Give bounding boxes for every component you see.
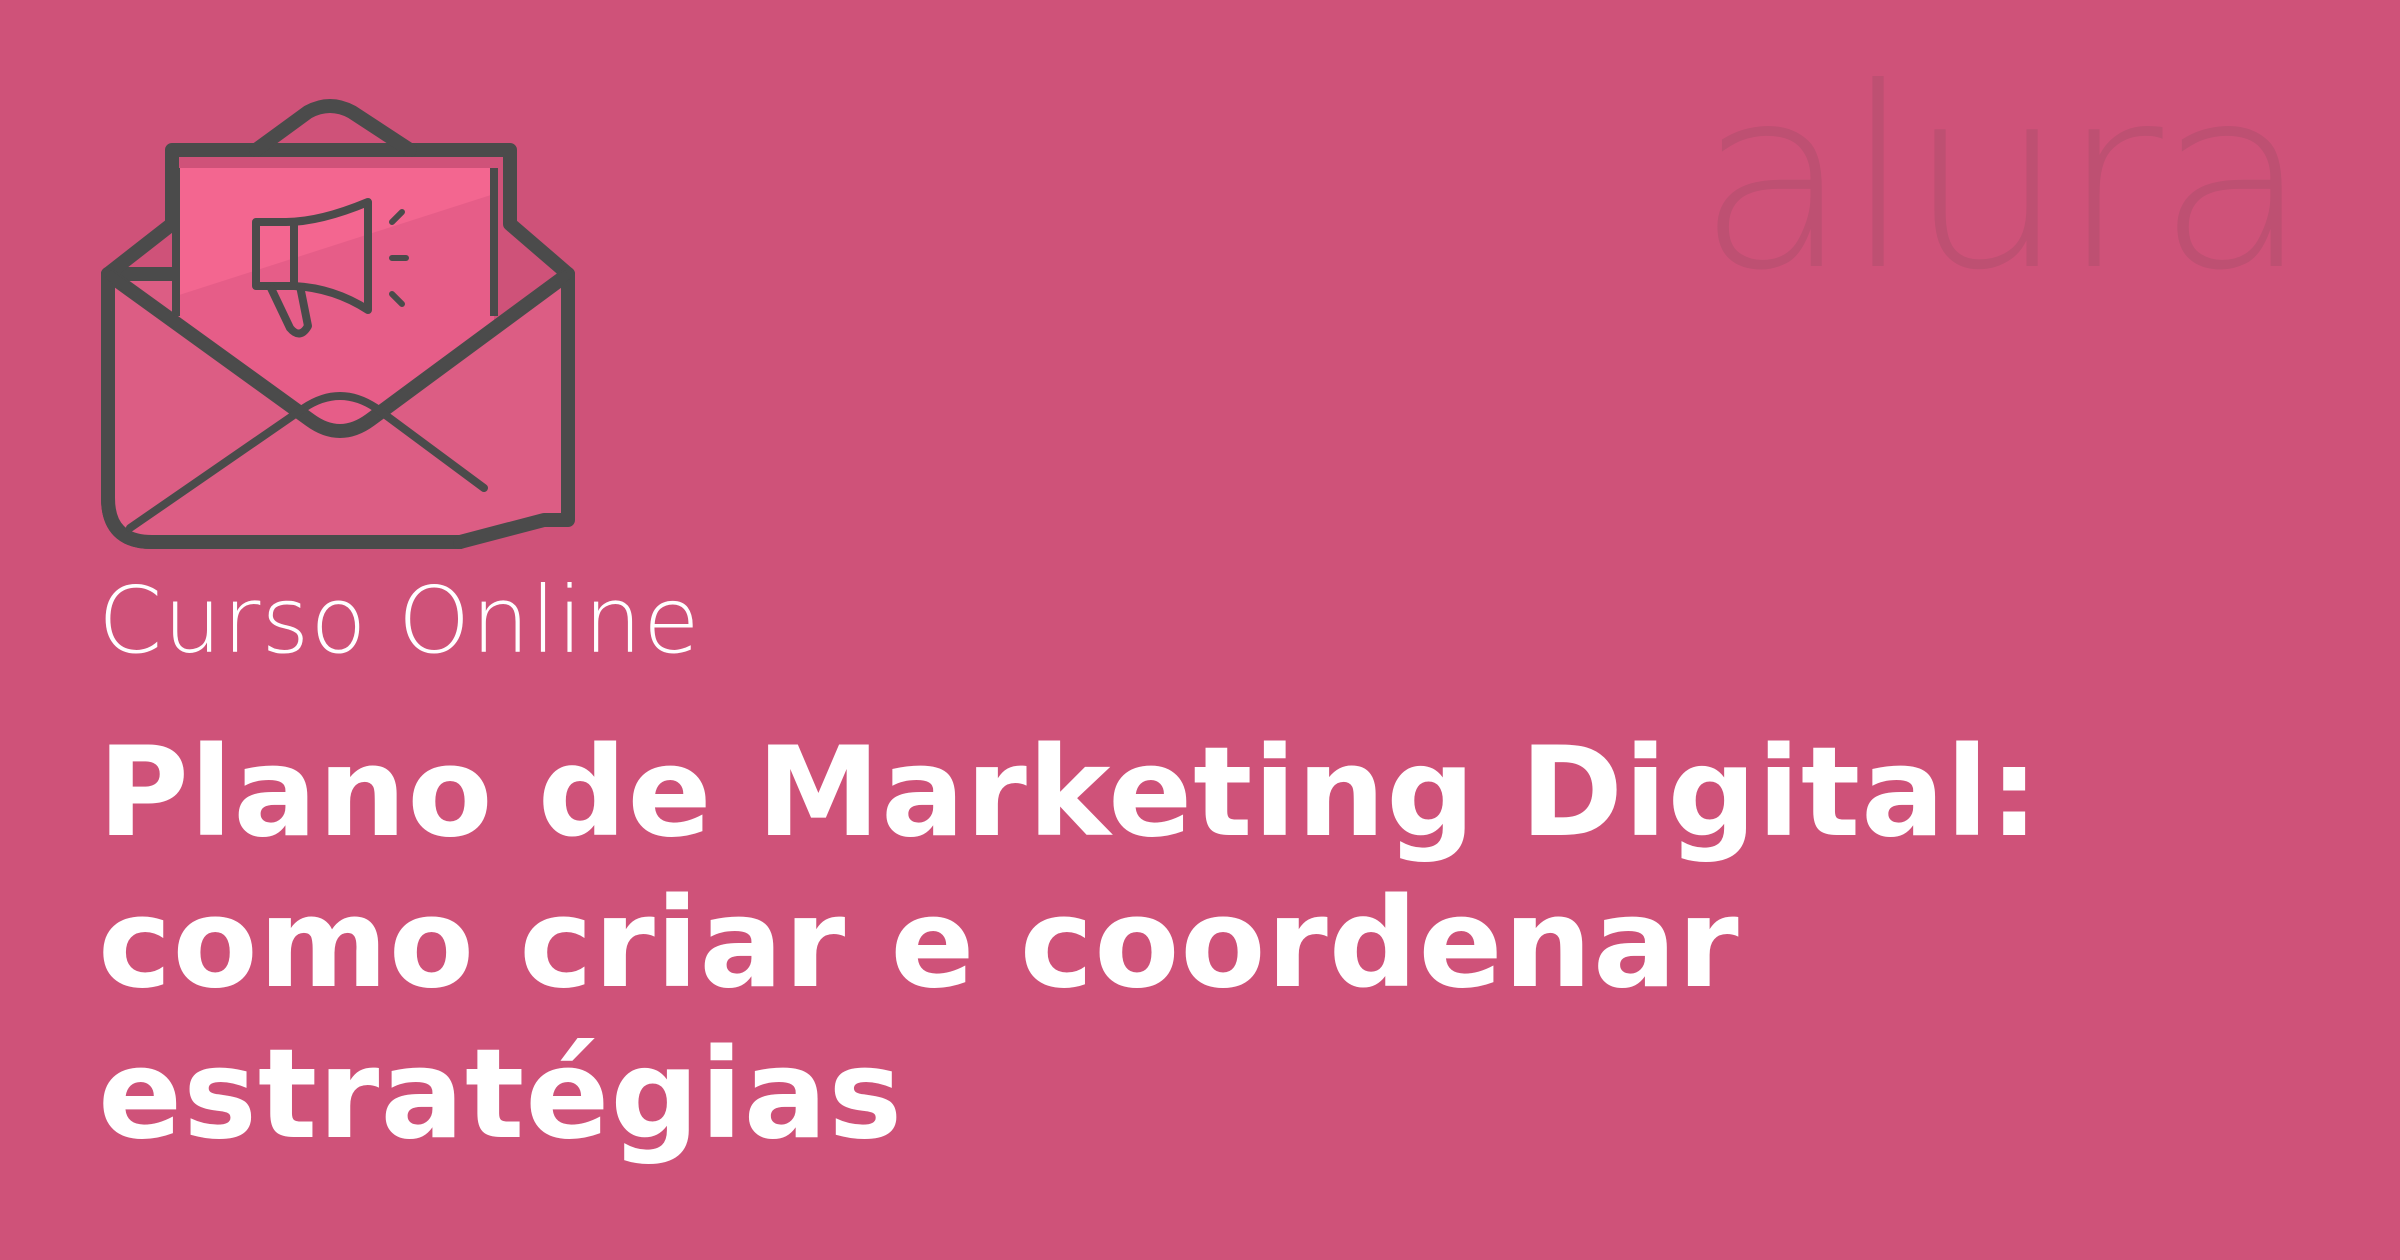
course-label: Curso Online — [98, 567, 701, 674]
course-title-line: como criar e coordenar — [98, 872, 1740, 1016]
course-title-line: Plano de Marketing Digital: — [98, 721, 2040, 865]
course-title — [98, 718, 2248, 1171]
email-megaphone-icon — [90, 90, 590, 580]
alura-logo: alura — [1696, 34, 2304, 325]
course-title-line: estratégias — [98, 1023, 904, 1167]
